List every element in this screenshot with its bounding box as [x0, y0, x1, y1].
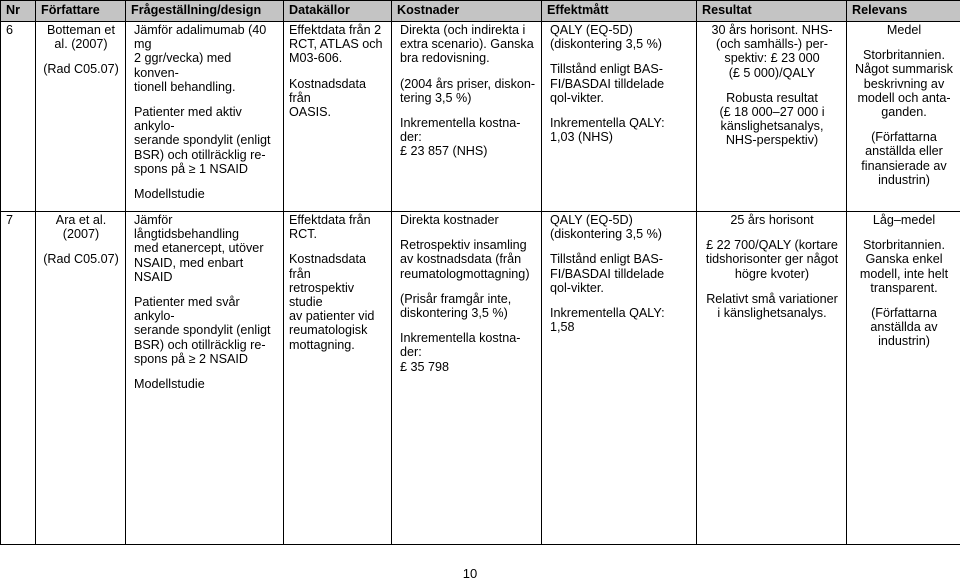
text-line: högre kvoter) [734, 266, 810, 281]
text-line: (£ 18 000–27 000 i [719, 105, 825, 120]
text-line: £ 23 857 (NHS) [400, 144, 488, 159]
spacer [134, 366, 279, 377]
text-line: Medel [886, 23, 922, 37]
text-line: Låg–medel [872, 213, 936, 227]
text-line: £ 22 700/QALY (kortare [706, 238, 838, 253]
text-line: 1,58 [550, 320, 575, 335]
header-row [1, 1, 960, 22]
text-line: Något summarisk [855, 62, 953, 77]
text-line: spons på ≥ 1 NSAID [134, 161, 249, 176]
text-line: (Författarna [871, 306, 937, 321]
text-line: Robusta resultat [726, 90, 818, 105]
text-line: ganden. [881, 105, 927, 120]
text-line: diskontering 3,5 %) [400, 306, 508, 321]
text-line: Effektdata från 2 [289, 23, 382, 37]
spacer [852, 37, 956, 48]
header-result: Resultat [697, 1, 847, 22]
text-line: Ganska enkel [865, 252, 943, 267]
text-line: Kostnadsdata från [289, 76, 367, 105]
cell-data-sources [284, 22, 392, 212]
text-line: NHS-perspektiv) [725, 133, 819, 148]
text-line: tionell behandling. [134, 79, 236, 94]
text-line: NSAID, med enbart NSAID [134, 255, 244, 284]
text-line: FI/BASDAI tilldelade [550, 76, 665, 91]
text-line: Ara et al. [55, 213, 107, 227]
text-line: Inkrementella kostna- [400, 331, 521, 346]
text-line: der: [400, 130, 422, 145]
text-line: 30 års horisont. NHS- [711, 23, 833, 37]
spacer [852, 295, 956, 306]
text-line: £ 35 798 [400, 359, 450, 374]
page-number: 10 [462, 566, 478, 581]
table-row [1, 212, 960, 545]
spacer [289, 241, 387, 252]
text-line: QALY (EQ-5D) [550, 23, 633, 37]
cell-nr: 6 [1, 22, 36, 212]
text-line: spektiv: £ 23 000 [724, 51, 820, 66]
spacer [852, 119, 956, 130]
cell-nr: 7 [1, 212, 36, 545]
spacer [852, 227, 956, 238]
text-line: RCT. [289, 227, 317, 242]
text-line: (Prisår framgår inte, [400, 291, 512, 306]
text-line: Inkrementella QALY: [550, 306, 665, 321]
text-line: modell och anta- [857, 90, 951, 105]
text-line: Direkta kostnader [400, 213, 499, 227]
cell-result [697, 212, 847, 545]
text-line: Jämför adalimumab (40 mg [134, 23, 267, 52]
spacer [550, 295, 692, 306]
text-line: Storbritannien. [863, 48, 945, 63]
spacer [41, 51, 121, 62]
spacer [400, 66, 537, 77]
text-line: Botteman et [47, 23, 115, 37]
text-line: qol-vikter. [550, 90, 604, 105]
text-line: industrin) [878, 172, 930, 187]
text-line: OASIS. [289, 105, 331, 120]
header-effect-measure: Effektmått [542, 1, 697, 22]
table-row [1, 22, 960, 212]
cell-effect-measure [542, 22, 697, 212]
text-line: Direkta (och indirekta i [400, 23, 526, 37]
text-line: al. (2007) [54, 37, 108, 52]
text-line: Patienter med aktiv ankylo- [134, 105, 242, 134]
cell-relevance [847, 22, 960, 212]
spacer [289, 66, 387, 77]
cell-effect-measure [542, 212, 697, 545]
text-line: reumatologmottagning) [400, 266, 530, 281]
text-line: Effektdata från [289, 213, 371, 227]
text-line: QALY (EQ-5D) [550, 213, 633, 227]
text-line: Patienter med svår ankylo- [134, 295, 240, 324]
text-line: serande spondylit (enligt [134, 323, 271, 338]
text-line: FI/BASDAI tilldelade [550, 266, 665, 281]
text-line: bra redovisning. [400, 51, 490, 66]
text-line: tering 3,5 %) [400, 90, 472, 105]
text-line: Kostnadsdata från [289, 252, 367, 281]
text-line: 2 ggr/vecka) med konven- [134, 51, 232, 80]
cell-question-design [126, 22, 284, 212]
text-line: (Rad C05.07) [43, 62, 119, 77]
text-line: Storbritannien. [863, 238, 945, 253]
text-line: mottagning. [289, 337, 355, 352]
text-line: BSR) och otillräcklig re- [134, 337, 266, 352]
text-line: med etanercept, utöver [134, 241, 264, 256]
spacer [400, 281, 537, 292]
text-line: (£ 5 000)/QALY [728, 65, 816, 80]
header-nr: Nr [1, 1, 36, 22]
text-line: (och samhälls-) per- [716, 37, 828, 52]
spacer [134, 284, 279, 295]
text-line: 25 års horisont [730, 213, 814, 227]
cell-authors [36, 212, 126, 545]
text-line: Tillstånd enligt BAS- [550, 252, 663, 267]
text-line: transparent. [870, 280, 938, 295]
cell-question-design [126, 212, 284, 545]
spacer [41, 241, 121, 252]
text-line: beskrivning av [863, 76, 945, 91]
spacer [702, 80, 842, 91]
cell-data-sources [284, 212, 392, 545]
spacer [400, 105, 537, 116]
text-line: (diskontering 3,5 %) [550, 37, 662, 52]
text-line: (2004 års priser, diskon- [400, 76, 536, 91]
text-line: serande spondylit (enligt [134, 133, 271, 148]
text-line: Inkrementella QALY: [550, 116, 665, 131]
text-line: der: [400, 345, 422, 360]
spacer [134, 176, 279, 187]
text-line: 1,03 (NHS) [550, 130, 613, 145]
text-line: RCT, ATLAS och [289, 37, 383, 52]
cell-relevance [847, 212, 960, 545]
text-line: (Rad C05.07) [43, 252, 119, 267]
text-line: qol-vikter. [550, 280, 604, 295]
header-data-sources: Datakällor [284, 1, 392, 22]
spacer [400, 227, 537, 238]
text-line: Retrospektiv insamling [400, 238, 527, 253]
text-line: Jämför långtidsbehandling [134, 213, 240, 242]
text-line: Inkrementella kostna- [400, 116, 521, 131]
cell-costs [392, 22, 542, 212]
text-line: spons på ≥ 2 NSAID [134, 351, 249, 366]
text-line: extra scenario). Ganska [400, 37, 534, 52]
text-line: Relativt små variationer [706, 291, 838, 306]
text-line: anställda av [870, 320, 938, 335]
text-line: reumatologisk [289, 323, 368, 338]
spacer [400, 320, 537, 331]
text-line: av kostnadsdata (från [400, 252, 522, 267]
text-line: Tillstånd enligt BAS- [550, 62, 663, 77]
cell-costs [392, 212, 542, 545]
cell-authors [36, 22, 126, 212]
text-line: industrin) [878, 334, 930, 349]
text-line: tidshorisonter ger något [705, 252, 839, 267]
text-line: Modellstudie [134, 377, 205, 392]
spacer [550, 241, 692, 252]
text-line: modell, inte helt [859, 266, 949, 281]
spacer [702, 281, 842, 292]
text-line: retrospektiv studie [289, 280, 355, 310]
text-line: (2007) [62, 227, 100, 242]
spacer [702, 227, 842, 238]
header-costs: Kostnader [392, 1, 542, 22]
spacer [550, 105, 692, 116]
header-authors: Författare [36, 1, 126, 22]
text-line: i känslighetsanalys. [717, 306, 827, 321]
spacer [550, 51, 692, 62]
text-line: anställda eller [865, 144, 943, 159]
text-line: (Författarna [871, 130, 937, 145]
header-relevance: Relevans [847, 1, 960, 22]
text-line: (diskontering 3,5 %) [550, 227, 662, 242]
spacer [134, 94, 279, 105]
text-line: Modellstudie [134, 187, 205, 202]
text-line: BSR) och otillräcklig re- [134, 147, 266, 162]
cell-result [697, 22, 847, 212]
text-line: av patienter vid [289, 309, 375, 324]
text-line: finansierade av [861, 158, 947, 173]
header-question-design: Frågeställning/design [126, 1, 284, 22]
text-line: M03-606. [289, 51, 343, 66]
text-line: känslighetsanalys, [720, 119, 824, 134]
